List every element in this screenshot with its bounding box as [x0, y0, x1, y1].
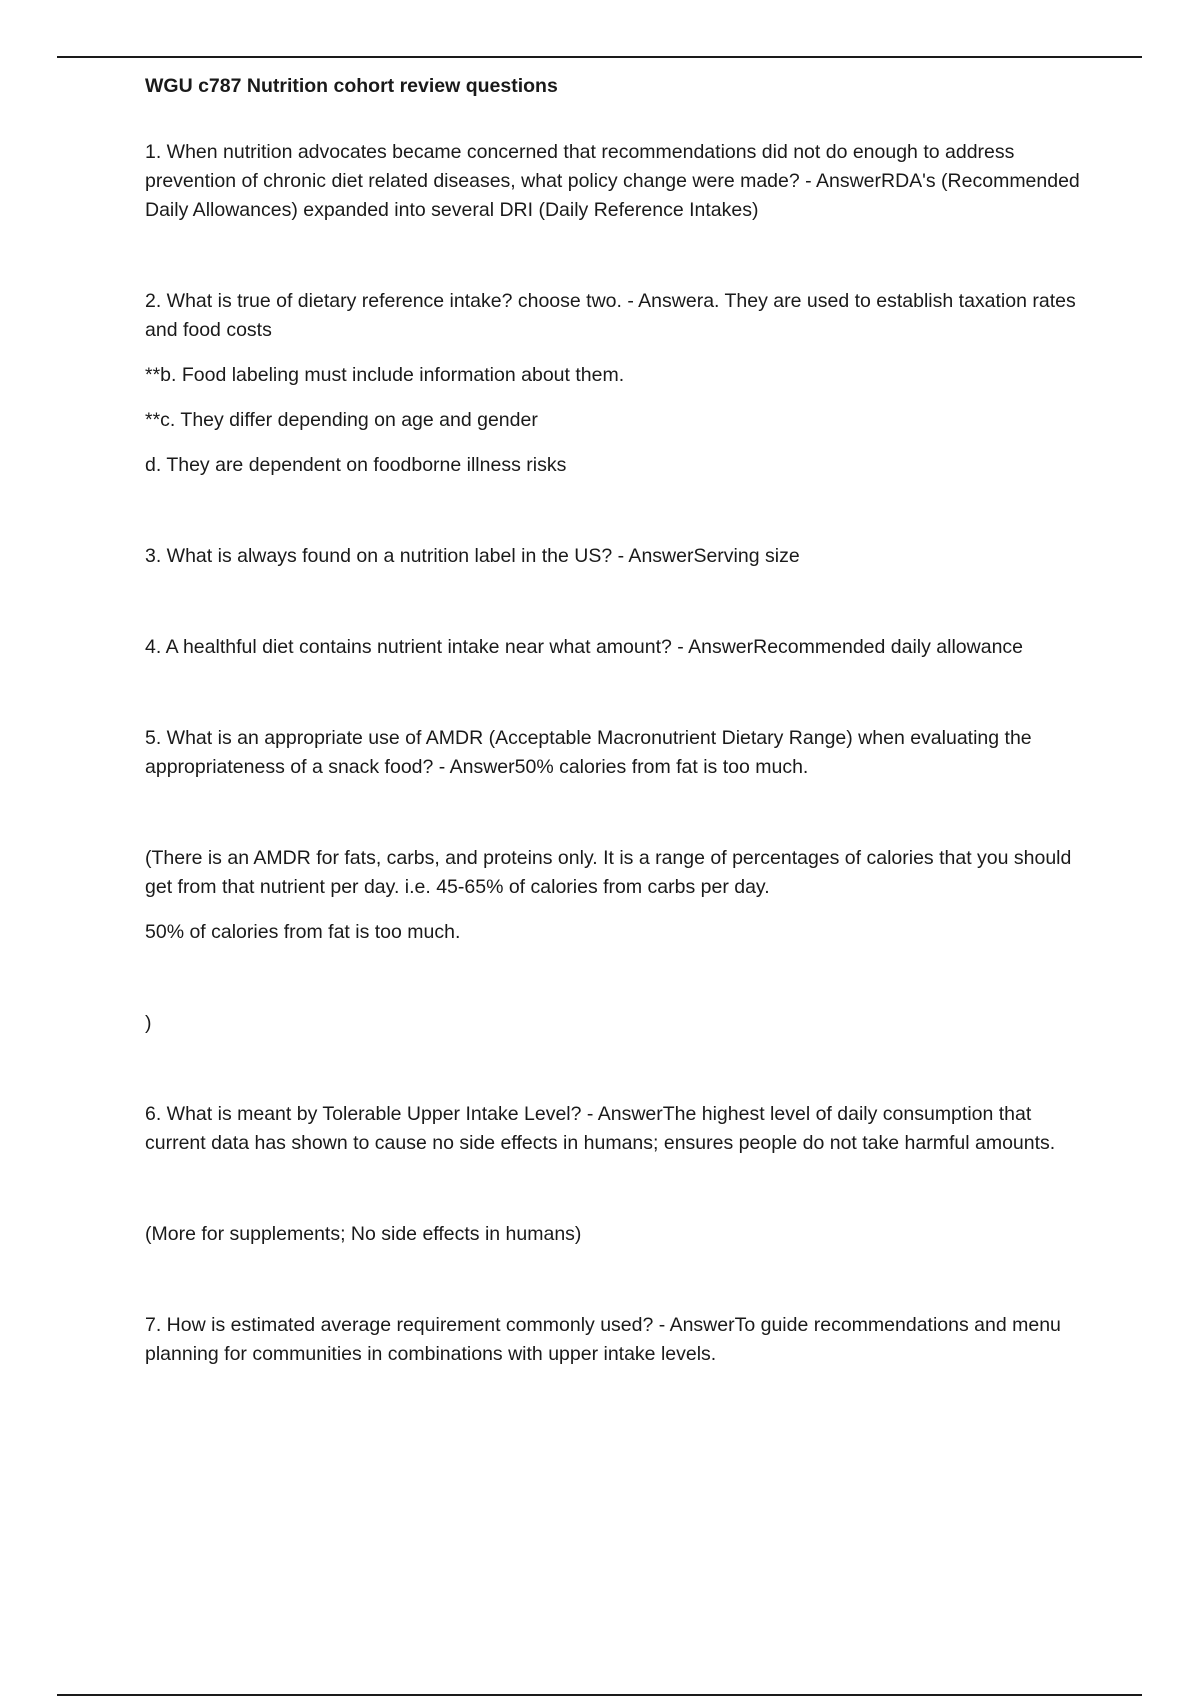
question-2-option-c: **c. They differ depending on age and gender — [145, 409, 538, 431]
question-2-option-b: **b. Food labeling must include information about them. — [145, 364, 625, 386]
question-4: 4. A healthful diet contains nutrient intake near what amount? - AnswerRecommended daily allowance — [145, 636, 1024, 658]
question-6-note: (More for supplements; No side effects in humans) — [145, 1223, 582, 1245]
document-title: WGU c787 Nutrition cohort review questions — [145, 75, 558, 97]
question-3: 3. What is always found on a nutrition label in the US? - AnswerServing size — [145, 545, 800, 567]
question-2-option-d: d. They are dependent on foodborne illness risks — [145, 454, 567, 476]
question-7: 7. How is estimated average requirement commonly used? - AnswerTo guide recommendations and menu planning for communities in combinations with upper intake levels. — [145, 1314, 1061, 1365]
bottom-rule — [57, 1694, 1142, 1696]
question-6: 6. What is meant by Tolerable Upper Intake Level? - AnswerThe highest level of daily consumption that current data has shown to cause no side effects in humans; ensures people do not take harmful amounts. — [145, 1103, 1056, 1154]
question-5-note-line: 50% of calories from fat is too much. — [145, 921, 461, 943]
question-5-note: (There is an AMDR for fats, carbs, and proteins only. It is a range of percentages of calories that you should get from that nutrient per day. i.e. 45-65% of calories from carbs per day. — [145, 847, 1072, 898]
question-2: 2. What is true of dietary reference intake? choose two. - Answera. They are used to establish taxation rates and food costs — [145, 290, 1076, 341]
top-rule — [57, 56, 1142, 58]
question-1: 1. When nutrition advocates became concerned that recommendations did not do enough to address prevention of chronic diet related diseases, what policy change were made? - AnswerRDA's (Recommended Daily Allowances) expanded into several DRI (Daily Reference Intakes) — [145, 141, 1080, 221]
question-5: 5. What is an appropriate use of AMDR (Acceptable Macronutrient Dietary Range) when evaluating the appropriateness of a snack food? - Answer50% calories from fat is too much. — [145, 727, 1032, 778]
question-5-note-close: ) — [145, 1012, 152, 1034]
document-body — [145, 72, 1085, 1369]
